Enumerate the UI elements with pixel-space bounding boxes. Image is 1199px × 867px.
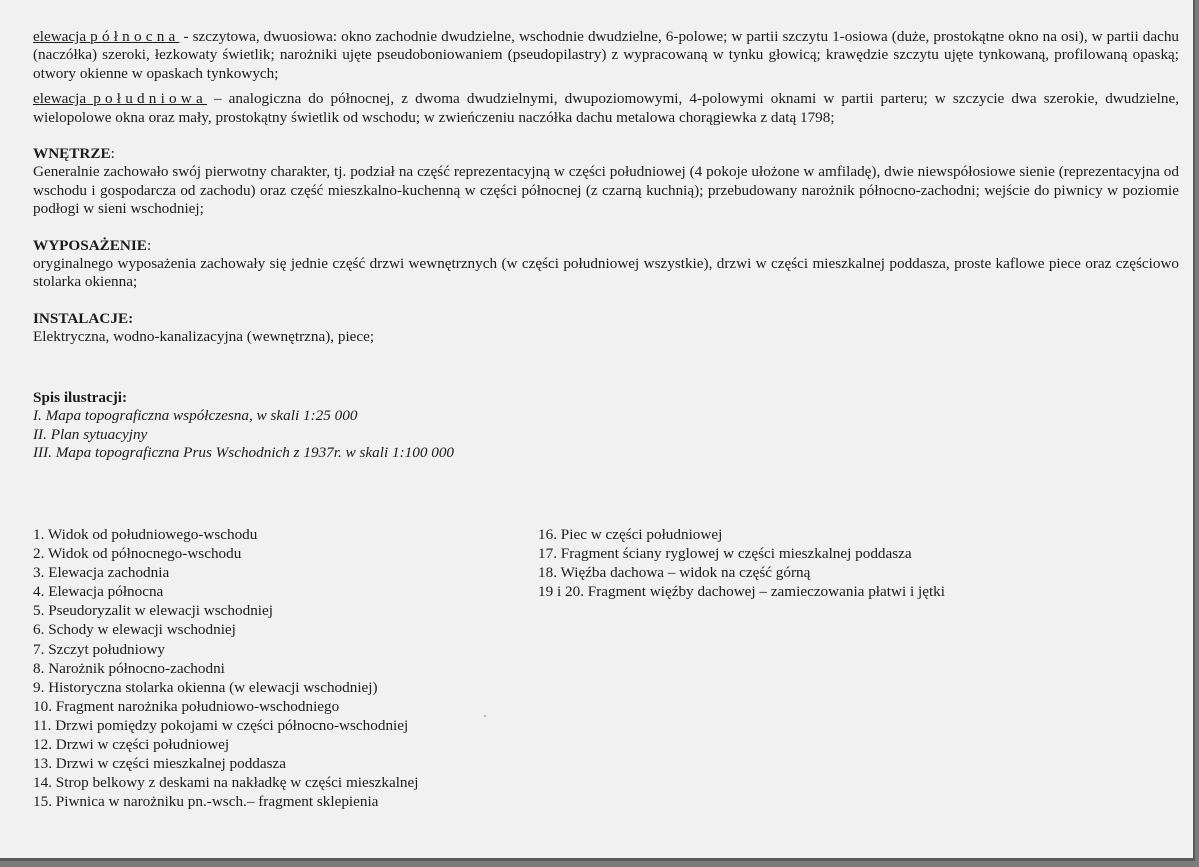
list-item: 3. Elewacja zachodnia <box>33 564 170 582</box>
list-item: 2. Widok od północnego-wschodu <box>33 545 242 563</box>
list-item: 5. Pseudoryzalit w elewacji wschodniej <box>33 602 273 620</box>
list-item: 19 i 20. Fragment więźby dachowej – zamieczowania płatwi i jętki <box>538 583 945 601</box>
interior-text: Generalnie zachowało swój pierwotny charakter, tj. podział na część reprezentacyjną w części południowej (4 pokoje ułożone w amfiladę), dwie niewspółosiowe sienie (reprezentacyjna od wschodu i gospodarcza od zachodu) oraz część mieszkalno-kuchenną w części północnej (z czarną kuchnią); przebudowany narożnik północno-zachodni; wejście do piwnicy w poziomie podłogi w sieni wschodniej; <box>33 163 1179 218</box>
map-list-item: I. Mapa topograficzna współczesna, w skali 1:25 000 <box>33 407 358 425</box>
equipment-text: oryginalnego wyposażenia zachowały się jednie część drzwi wewnętrznych (w części południowej wszystkie), drzwi w części mieszkalnej poddasza, proste kaflowe piece oraz częściowo stolarka okienna; <box>33 255 1179 291</box>
south-elevation-label-word: elewacja <box>33 90 87 108</box>
illustration-list-right <box>538 525 945 601</box>
north-elevation-label <box>33 28 179 45</box>
south-elevation-paragraph <box>33 90 1179 127</box>
installations-heading: INSTALACJE: <box>33 309 134 327</box>
south-elevation-label <box>33 90 207 107</box>
north-elevation-text: - szczytowa, dwuosiowa: okno zachodnie dwudzielne, wschodnie dwudzielne, 6-polowe; w partii szczytu 1-osiowa (duże, prostokątne okno na osi), w partii dachu (naczółka) szeroki, łezkowaty świetlik; narożniki ujęte pseudoboniowaniem (pseudopilastry) z wypracowaną w tynku głowicą; krawędzie szczytu ujęte tynkowaną, profilowaną opaską; otwory okienne w opaskach tynkowych; <box>33 28 1180 82</box>
list-item: 18. Więźba dachowa – widok na część górną <box>538 564 811 582</box>
installations-text: Elektryczna, wodno-kanalizacyjna (wewnętrzna), piece; <box>33 328 375 346</box>
illustrations-heading: Spis ilustracji: <box>33 388 128 406</box>
north-elevation-label-word: elewacja <box>33 28 87 45</box>
list-item: 7. Szczyt południowy <box>33 640 166 658</box>
map-list-item: III. Mapa topograficzna Prus Wschodnich z 1937r. w skali 1:100 000 <box>33 443 455 461</box>
equipment-section <box>33 237 1179 255</box>
equipment-heading: WYPOSAŻENIE <box>33 236 147 254</box>
illustration-list-left <box>33 525 418 811</box>
north-elevation-label-spaced: północna <box>90 28 180 45</box>
south-elevation-text: – analogiczna do północnej, z dwoma dwudzielnymi, dwupoziomowymi, 4-polowymi oknami w partii parteru; w szczycie dwa szerokie, dwudzielne, wielopolowe okna oraz mały, prostokątny świetlik od wschodu; w zwieńczeniu naczółka dachu metalowa chorągiewka z datą 1798; <box>33 90 1179 126</box>
list-item: 16. Piec w części południowej <box>538 526 723 543</box>
list-item: 1. Widok od południowego-wschodu <box>33 526 258 543</box>
list-item: 9. Historyczna stolarka okienna (w elewacji wschodniej) <box>33 678 378 696</box>
list-item: 6. Schody w elewacji wschodniej <box>33 621 236 639</box>
equipment-heading-suffix: : <box>146 236 152 254</box>
list-item: 10. Fragment narożnika południowo-wschodniego <box>33 697 340 715</box>
interior-heading-suffix: : <box>110 145 115 163</box>
interior-section <box>33 145 1179 163</box>
list-item: 4. Elewacja północna <box>33 583 164 601</box>
map-list-item: II. Plan sytuacyjny <box>33 425 148 443</box>
south-elevation-label-spaced: południowa <box>93 90 207 108</box>
scan-speck <box>484 715 486 717</box>
list-item: 11. Drzwi pomiędzy pokojami w części północno-wschodniej <box>33 716 409 734</box>
list-item: 17. Fragment ściany ryglowej w części mieszkalnej poddasza <box>538 545 912 563</box>
list-item: 8. Narożnik północno-zachodni <box>33 659 225 677</box>
list-item: 14. Strop belkowy z deskami na nakładkę w części mieszkalnej <box>33 774 419 792</box>
north-elevation-paragraph <box>33 28 1179 83</box>
list-item: 15. Piwnica w narożniku pn.-wsch.– fragment sklepienia <box>33 793 379 811</box>
list-item: 13. Drzwi w części mieszkalnej poddasza <box>33 755 287 773</box>
interior-heading: WNĘTRZE <box>33 145 111 163</box>
list-item: 12. Drzwi w części południowej <box>33 736 230 754</box>
document-body <box>33 28 1179 462</box>
